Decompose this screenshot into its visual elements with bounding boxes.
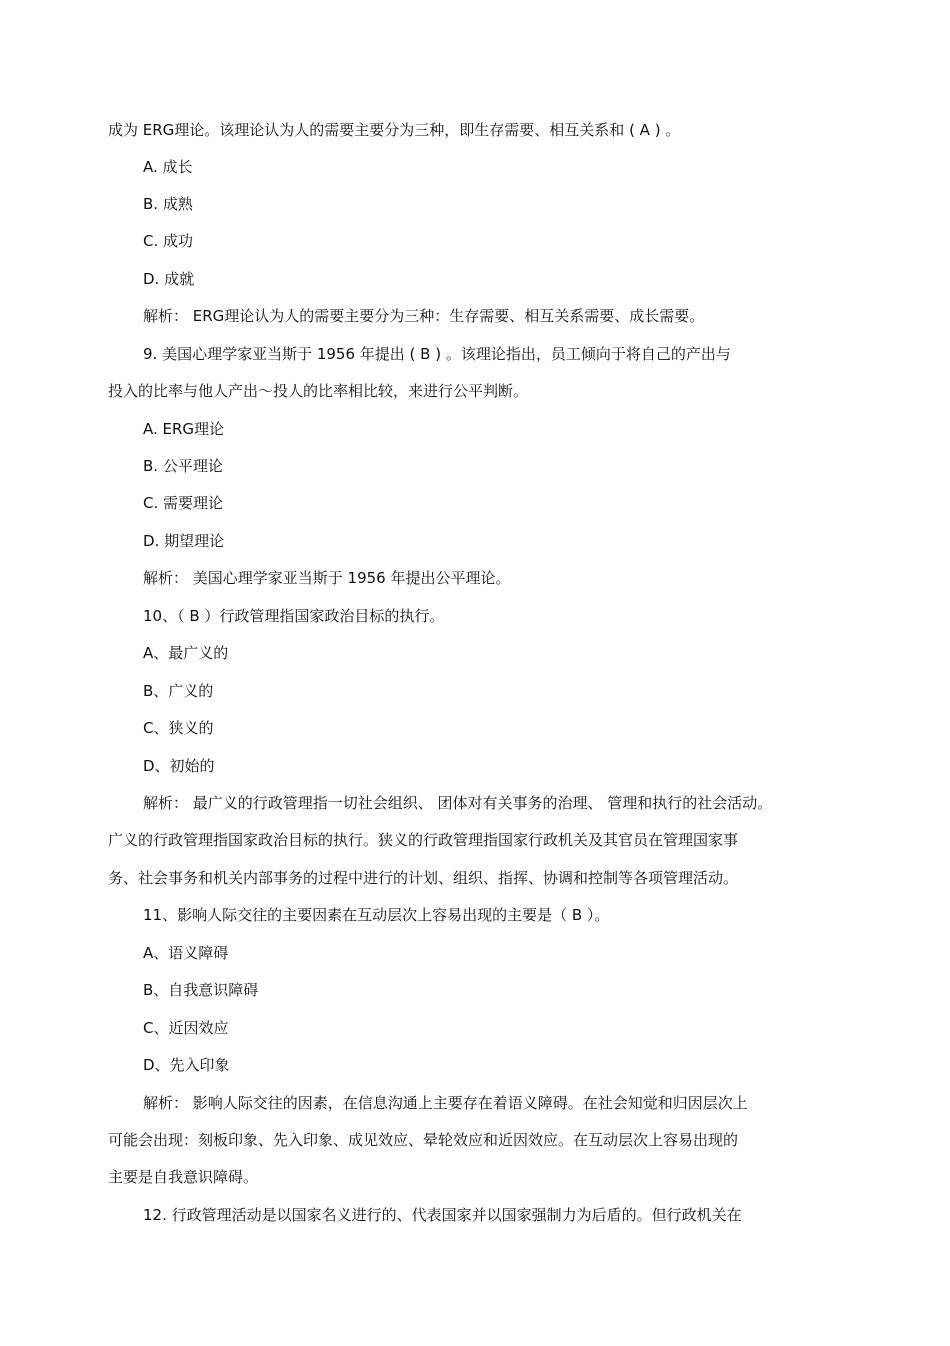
text-line: 解析： 美国心理学家亚当斯于 1956 年提出公平理论。 <box>143 569 511 587</box>
text-line: D、初始的 <box>143 757 215 775</box>
text-line: 10、（ B ）行政管理指国家政治目标的执行。 <box>143 607 445 625</box>
text-line: 广义的行政管理指国家政治目标的执行。狭义的行政管理指国家行政机关及其官员在管理国家事 <box>108 831 739 849</box>
text-line: B. 公平理论 <box>143 457 223 475</box>
text-line: C. 需要理论 <box>143 494 224 512</box>
text-line: D. 成就 <box>143 270 195 288</box>
text-line: B、广义的 <box>143 682 214 700</box>
text-line: 务、社会事务和机关内部事务的过程中进行的计划、组织、指挥、协调和控制等各项管理活动。 <box>108 869 739 887</box>
text-line: 解析： 影响人际交往的因素，在信息沟通上主要存在着语义障碍。在社会知觉和归因层次上 <box>143 1094 748 1112</box>
text-line: 解析： 最广义的行政管理指一切社会组织、 团体对有关事务的治理、 管理和执行的社会活动。 <box>143 794 773 812</box>
text-line: 9. 美国心理学家亚当斯于 1956 年提出 ( B ) 。该理论指出，员工倾向于将自己的产出与 <box>143 345 731 363</box>
text-line: C、狭义的 <box>143 719 214 737</box>
text-line: 可能会出现：刻板印象、先入印象、成见效应、晕轮效应和近因效应。在互动层次上容易出现的 <box>108 1131 739 1149</box>
text-line: B. 成熟 <box>143 195 193 213</box>
text-line: D、先入印象 <box>143 1056 230 1074</box>
text-line: D. 期望理论 <box>143 532 225 550</box>
text-line: 解析： ERG理论认为人的需要主要分为三种：生存需要、相互关系需要、成长需要。 <box>143 307 705 325</box>
text-line: 12. 行政管理活动是以国家名义进行的、代表国家并以国家强制力为后盾的。但行政机关在 <box>143 1206 742 1224</box>
text-line: 投入的比率与他人产出～投人的比率相比较，来进行公平判断。 <box>108 382 529 400</box>
text-line: A. ERG理论 <box>143 420 225 438</box>
text-line: A、语义障碍 <box>143 944 229 962</box>
text-line: 主要是自我意识障碍。 <box>108 1168 259 1186</box>
text-line: 11、影响人际交往的主要因素在互动层次上容易出现的主要是（ B ）。 <box>143 906 610 924</box>
text-line: 成为 ERG理论。该理论认为人的需要主要分为三种，即生存需要、相互关系和 ( A ) 。 <box>108 121 681 139</box>
text-line: C. 成功 <box>143 232 194 250</box>
text-line: C、近因效应 <box>143 1019 229 1037</box>
text-line: A、最广义的 <box>143 644 229 662</box>
text-line: A. 成长 <box>143 158 193 176</box>
text-line: B、自我意识障碍 <box>143 981 259 999</box>
